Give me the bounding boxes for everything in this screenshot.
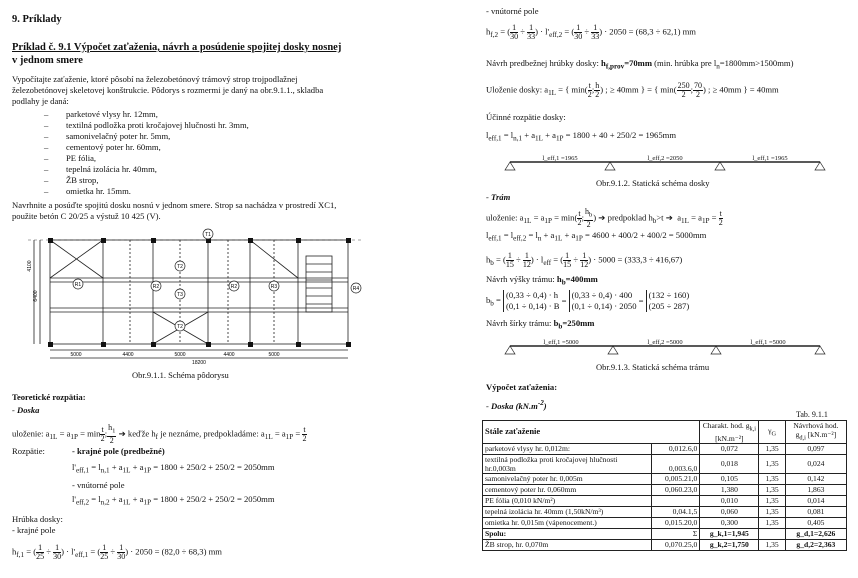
tram-hb-formula: $h_b$ = ( $\frac{1}{15}$ ÷ $\frac{1}{12}$ ) · $l_{eff}$ = ( $\frac{1}{15}$ ÷ $\frac{1}{12}$ ) · 5000 = (333,3 ÷ 416,67) — [486, 251, 683, 269]
layer-dash: – — [44, 109, 49, 119]
example-title-line1: Príklad č. 9.1 Výpočet zaťaženia, návrh a posúdenie spojitej dosky nosnej — [12, 42, 342, 53]
table-cell: 0,012.6,0 — [651, 443, 700, 454]
layer-dash: – — [44, 175, 49, 185]
krajne-pole2-label: - krajné pole — [12, 525, 56, 535]
section-title: 9. Príklady — [12, 14, 62, 25]
table-cell: cementový poter hr. 0,060mm — [483, 484, 652, 495]
layer-item: ŽB strop, — [66, 175, 99, 185]
intro-line-3: podlahy je daná: — [12, 96, 69, 106]
plan-dim: 5000 — [70, 352, 82, 358]
r-vnutorne-pole-label: - vnútorné pole — [486, 6, 539, 16]
doska-ulozenie-formula: uloženie: $a_{1L} = a_{1P} = \min$ $\frac{t}{2}$ ; $\frac{h_1}{2}$ ➔ keďže $h_f$ je neznáme, predpokladáme: $a_{1L} = a_{1P}$ = $\frac{t}{2}$ — [12, 423, 307, 445]
table-cell: 1,35 — [759, 473, 785, 484]
navrh-sirky: Návrh šírky trámu: $b_b=250mm$ — [486, 318, 595, 331]
plan-dim: 5000 — [174, 352, 186, 358]
table-cell: 1,35 — [759, 517, 785, 528]
fig3-caption: Obr.9.1.3. Statická schéma trámu — [596, 362, 710, 372]
table-cell: 0,405 — [785, 517, 846, 528]
table-cell: Spolu: — [483, 528, 652, 539]
table-cell: 0,010 — [700, 495, 759, 506]
doska-kn-label: - Doska $(kN.m^{-2})$ — [486, 399, 547, 411]
table-cell: 0,024 — [785, 454, 846, 473]
table-cell: samonivelačný poter hr. 0,005m — [483, 473, 652, 484]
doska-label: - Doska — [12, 405, 40, 415]
table-cell: 0,081 — [785, 506, 846, 517]
slab-static-scheme — [500, 152, 830, 178]
floor-plan-drawing — [28, 226, 363, 366]
layer-item: parketové vlysy hr. 12mm, — [66, 109, 158, 119]
layer-dash: – — [44, 186, 49, 196]
vnutorne-pole-label: - vnútorné pole — [72, 480, 125, 490]
table-last-row — [483, 539, 847, 550]
layer-dash: – — [44, 131, 49, 141]
table-header: Charakt. hod. $g_{k,i}$ [kN.m⁻²] — [700, 421, 759, 444]
plan-label: T3 — [177, 292, 183, 298]
vypocet-title: Výpočet zaťaženia: — [486, 382, 558, 392]
table-row — [483, 454, 847, 473]
table-row — [483, 484, 847, 495]
plan-dim: 4400 — [122, 352, 134, 358]
table-row — [483, 495, 847, 506]
table-cell: g_k,2=1,750 — [700, 539, 759, 550]
table-cell: Σ — [651, 528, 700, 539]
table-row — [483, 517, 847, 528]
table-cell: 1,35 — [759, 484, 785, 495]
table-sum-row — [483, 528, 847, 539]
ucinne-formula: $l_{eff,1} = l_{n,1} + a_{1L} + a_{1P} = 1800 + 40 + 250/2 = 1965mm$ — [486, 130, 677, 143]
plan-label: T2 — [177, 324, 183, 330]
layer-dash: – — [44, 142, 49, 152]
table-cell: 0,105 — [700, 473, 759, 484]
plan-label: R2 — [152, 284, 160, 290]
beam1-span-label: l_eff,2 =2050 — [647, 155, 683, 162]
plan-label: T2 — [177, 264, 183, 270]
table-header-row — [483, 421, 847, 444]
table-label: Tab. 9.1.1 — [796, 410, 828, 419]
load-table — [482, 420, 847, 551]
beam2-span-label: l_eff,1 =5000 — [543, 339, 579, 346]
table-header: Návrhová hod. $g_{d,i}$ [kN.m⁻²] — [785, 421, 846, 444]
intro-line-1: Vypočítajte zaťaženie, ktoré pôsobí na železobetónový trámový strop trojpodlažnej — [12, 74, 298, 84]
layer-item: PE fólia, — [66, 153, 97, 163]
table-cell: ŽB strop, hr. 0,070m — [483, 539, 652, 550]
plan-label: R2 — [230, 284, 238, 290]
table-cell: parketové vlysy hr. 0,012m: — [483, 443, 652, 454]
table-cell: 0,015.20,0 — [651, 517, 700, 528]
table-cell: g_d,2=2,363 — [785, 539, 846, 550]
ulozenie-dosky-formula: Uloženie dosky: $a_{1L}$ = { min( $\frac{t}{2}$ ; $\frac{h}{2}$ ) ; ≥ 40mm } = { min( $\frac{250}{2}$ ; $\frac{70}{2}$ ) ; ≥ 40mm } = 40mm — [486, 81, 779, 99]
theory-title: Teoretické rozpätia: — [12, 392, 86, 402]
table-cell: 0,072 — [700, 443, 759, 454]
table-cell: 0,005.21,0 — [651, 473, 700, 484]
table-cell: 1,35 — [759, 495, 785, 506]
layer-item: samonivelačný poter hr. 5mm, — [66, 131, 171, 141]
beam1-span-label: l_eff,1 =1965 — [752, 155, 788, 162]
plan-side-dim: 6400 — [33, 290, 39, 302]
layer-item: tepelná izolácia hr. 40mm, — [66, 164, 157, 174]
tram-ulozenie-formula: uloženie: $a_{1L} = a_{1P} = \min$( $\frac{t}{2}$ ; $\frac{h_b}{2}$ ) ➔ predpoklad $h_b>t$ ➔ $a_{1L} = a_{1P}$ = $\frac{t}{2}$ — [486, 207, 723, 229]
hrubka-dosky-label: Hrúbka dosky: — [12, 514, 63, 524]
layer-dash: – — [44, 164, 49, 174]
layer-dash: – — [44, 120, 49, 130]
table-cell: 1,35 — [759, 506, 785, 517]
fig1-caption: Obr.9.1.1. Schéma pôdorysu — [132, 370, 229, 380]
table-cell: g_k,1=1,945 — [700, 528, 759, 539]
navrh-vysky: Návrh výšky trámu: $h_b=400mm$ — [486, 274, 598, 287]
plan-label: R4 — [352, 286, 360, 292]
table-cell: 0,300 — [700, 517, 759, 528]
plan-dim: 4400 — [223, 352, 235, 358]
beam2-span-label: l_eff,1 =5000 — [750, 339, 786, 346]
formula-h1: $h_{f,1}$ = ( $\frac{1}{25}$ ÷ $\frac{1}{30}$ ) · $l'_{eff,1}$ = ( $\frac{1}{25}$ ÷ $\frac{1}{30}$ ) · 2050 = (82,0 ÷ 68,3) mm — [12, 543, 222, 561]
table-cell: 0,070.25,0 — [651, 539, 700, 550]
table-cell — [759, 528, 785, 539]
tram-leff-formula: $l_{eff,1} = l_{eff,2} = l_n + a_{1L} + a_{1P} = 4600 + 400/2 + 400/2 = 5000mm$ — [486, 230, 707, 243]
table-cell: 0,060 — [700, 506, 759, 517]
layer-item: textilná podložka proti kročajovej hlučnosti hr. 3mm, — [66, 120, 249, 130]
table-cell: tepelná izolácia hr. 40mm (1,50kN/m³) — [483, 506, 652, 517]
table-cell: 0,003.6,0 — [651, 454, 700, 473]
plan-dim: 5000 — [268, 352, 280, 358]
example-title-line2: v jednom smere — [12, 55, 83, 66]
krajne-pole-label: - krajné pole (predbežné) — [72, 446, 165, 456]
table-row — [483, 506, 847, 517]
table-cell: textilná podložka proti kročajovej hlučnosti hr.0,003m — [483, 454, 652, 473]
r-formula-h2: $h_{f,2}$ = ( $\frac{1}{30}$ ÷ $\frac{1}{33}$ ) · $l'_{eff,2}$ = ( $\frac{1}{30}$ ÷ $\frac{1}{33}$ ) · 2050 = (68,3 ÷ 62,1) mm — [486, 23, 696, 41]
table-cell: 0,018 — [700, 454, 759, 473]
design-task-1: Navrhnite a posúďte spojitú dosku nosnú v jednom smere. Strop sa nachádza v prostredí XC1, — [12, 200, 337, 210]
beam-static-scheme — [500, 336, 830, 362]
table-header: Stále zaťaženie — [483, 421, 700, 444]
table-cell: 1,35 — [759, 454, 785, 473]
table-row — [483, 443, 847, 454]
table-cell: g_d,1=2,626 — [785, 528, 846, 539]
table-cell: 0,060.23,0 — [651, 484, 700, 495]
rozpatie-label: Rozpätie: — [12, 446, 45, 456]
table-row — [483, 473, 847, 484]
plan-label: T1 — [205, 232, 211, 238]
layer-item: cementový poter hr. 60mm, — [66, 142, 161, 152]
plan-label: R1 — [74, 282, 82, 288]
table-cell: 1,35 — [759, 443, 785, 454]
table-cell: PE fólia (0,010 kN/m²) — [483, 495, 652, 506]
intro-line-2: železobetónovej skeletovej konštrukcie. Pôdorys s rozmermi je daný na obr.9.1.1., skladba — [12, 85, 324, 95]
tram-label: - Trám — [486, 192, 511, 202]
table-cell: 0,097 — [785, 443, 846, 454]
formula-vnutorne: $l'_{eff,2} = l_{n,2} + a_{1L} + a_{1P} = 1800 + 250/2 + 250/2 = 2050mm$ — [72, 494, 275, 507]
navrh-hrubky: Návrh predbežnej hrúbky dosky: $h_{f,prov}=70mm$ (min. hrúbka pre $l_n=1800mm>1500mm$) — [486, 58, 794, 71]
fig2-caption: Obr.9.1.2. Statická schéma dosky — [596, 178, 710, 188]
layer-item: omietka hr. 15mm. — [66, 186, 131, 196]
table-cell: omietka hr. 0,015m (vápenocement.) — [483, 517, 652, 528]
table-cell: 0,014 — [785, 495, 846, 506]
table-cell: 1,863 — [785, 484, 846, 495]
table-cell: 0,04.1,5 — [651, 506, 700, 517]
design-task-2: použite betón C 20/25 a výstuž 10 425 (V). — [12, 211, 161, 221]
tram-bb-formula: $b_b$ = (0,33 ÷ 0,4) · h (0,1 ÷ 0,14) · B = (0,33 ÷ 0,4) · 400 (0,1 ÷ 0,14) · 2050 = (132 ÷ 160) (205 ÷ 287) — [486, 290, 690, 311]
table-cell: 0,142 — [785, 473, 846, 484]
beam1-span-label: l_eff,1 =1965 — [542, 155, 578, 162]
formula-krajne: $l'_{eff,1} = l_{n,1} + a_{1L} + a_{1P} = 1800 + 250/2 + 250/2 = 2050mm$ — [72, 462, 275, 475]
plan-side-dim: 4100 — [27, 260, 33, 272]
ucinne-label: Účinné rozpätie dosky: — [486, 112, 566, 122]
layer-dash: – — [44, 153, 49, 163]
table-cell: 1,380 — [700, 484, 759, 495]
table-cell: 1,35 — [759, 539, 785, 550]
plan-label: R3 — [270, 284, 278, 290]
table-header: $\gamma_G$ — [759, 421, 785, 444]
beam2-span-label: l_eff,2 =5000 — [647, 339, 683, 346]
plan-total-dim: 18200 — [192, 360, 206, 366]
table-cell — [651, 495, 700, 506]
